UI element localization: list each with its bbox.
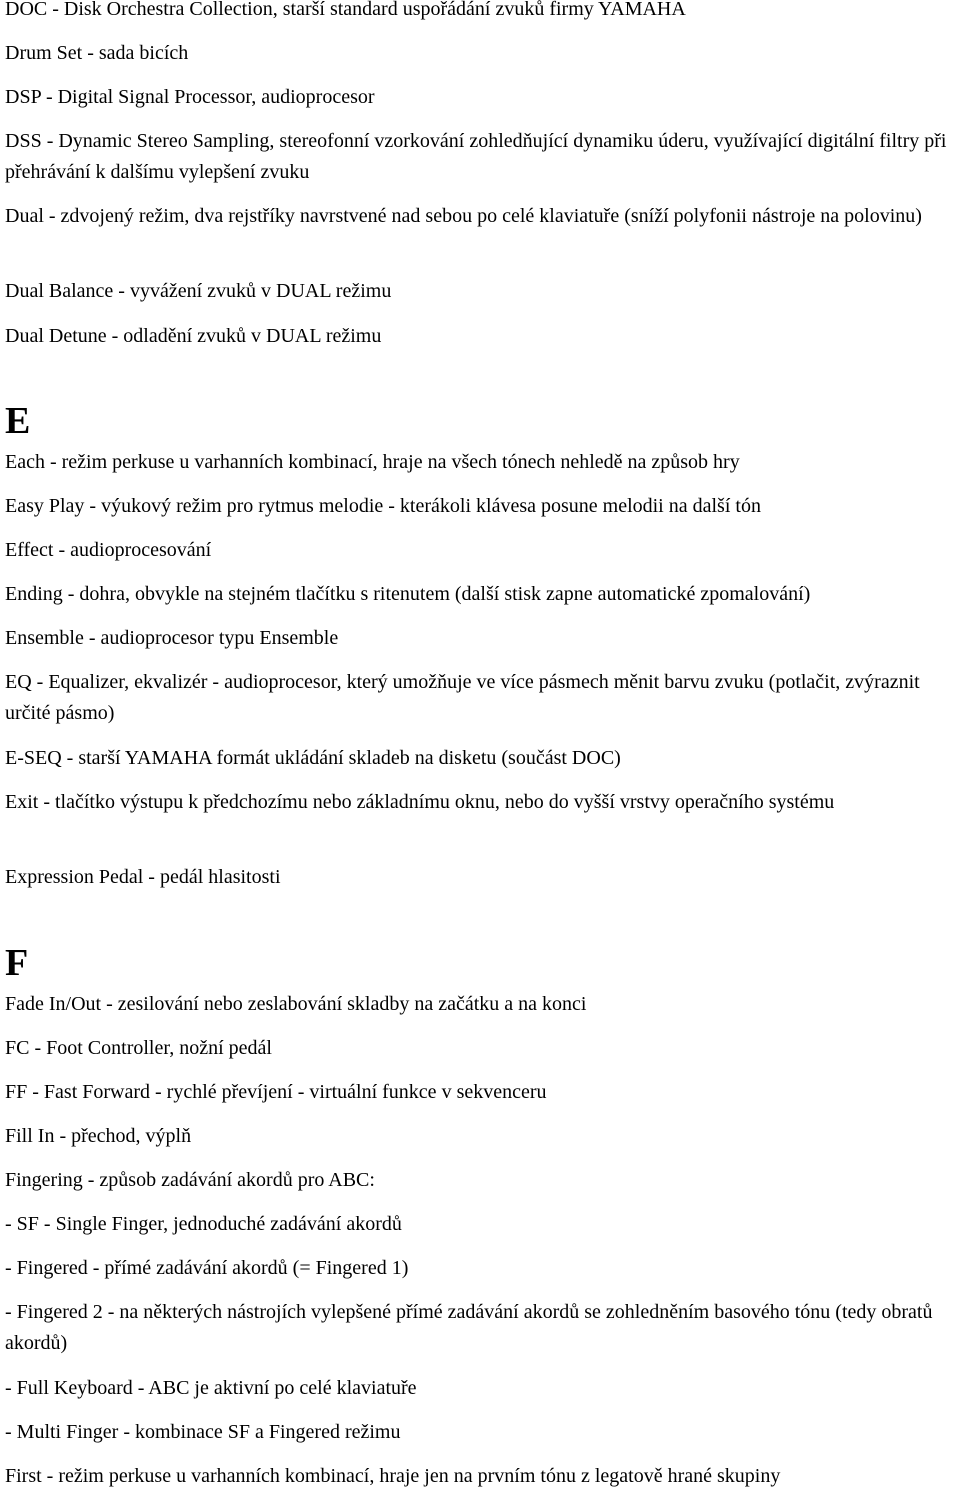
section-heading-e: E	[5, 400, 31, 442]
entry-e-seq: E-SEQ - starší YAMAHA formát ukládání skladeb na disketu (součást DOC)	[5, 747, 621, 769]
entry-drum-set: Drum Set - sada bicích	[5, 42, 189, 64]
entry-dual-balance: Dual Balance - vyvážení zvuků v DUAL režimu	[5, 280, 392, 302]
entry-single-finger: - SF - Single Finger, jednoduché zadávání akordů	[5, 1213, 402, 1235]
entry-ff: FF - Fast Forward - rychlé převíjení - virtuální funkce v sekvenceru	[5, 1081, 547, 1103]
entry-easy-play: Easy Play - výukový režim pro rytmus melodie - kterákoli klávesa posune melodii na další tón	[5, 495, 761, 517]
entry-multi-finger: - Multi Finger - kombinace SF a Fingered režimu	[5, 1421, 401, 1443]
entry-fc: FC - Foot Controller, nožní pedál	[5, 1037, 272, 1059]
entry-effect: Effect - audioprocesování	[5, 539, 212, 561]
section-heading-f: F	[5, 942, 29, 984]
entry-fingering: Fingering - způsob zadávání akordů pro ABC:	[5, 1169, 375, 1191]
entry-each: Each - režim perkuse u varhanních kombinací, hraje na všech tónech nehledě na způsob hry	[5, 451, 740, 473]
entry-doc: DOC - Disk Orchestra Collection, starší standard uspořádání zvuků firmy YAMAHA	[5, 0, 686, 20]
entry-fingered-2: - Fingered 2 - na některých nástrojích vylepšené přímé zadávání akordů se zohledněním basového tónu (tedy obratů akordů)	[5, 1301, 933, 1354]
entry-first: First - režim perkuse u varhanních kombinací, hraje jen na prvním tónu z legatově hrané skupiny	[5, 1465, 781, 1487]
entry-fill-in: Fill In - přechod, výplň	[5, 1125, 192, 1147]
entry-dss: DSS - Dynamic Stereo Sampling, stereofonní vzorkování zohledňující dynamiku úderu, využívající digitální filtry při přehrávání k dalšímu vylepšení zvuku	[5, 130, 947, 183]
entry-dual: Dual - zdvojený režim, dva rejstříky navrstvené nad sebou po celé klaviatuře (sníží polyfonii nástroje na polovinu)	[5, 205, 922, 227]
entry-eq: EQ - Equalizer, ekvalizér - audioprocesor, který umožňuje ve více pásmech měnit barvu zvuku (potlačit, zvýraznit určité pásmo)	[5, 671, 920, 724]
entry-fade-in-out: Fade In/Out - zesilování nebo zeslabování skladby na začátku a na konci	[5, 993, 587, 1015]
entry-expression-pedal: Expression Pedal - pedál hlasitosti	[5, 866, 281, 888]
entry-ensemble: Ensemble - audioprocesor typu Ensemble	[5, 627, 339, 649]
entry-dual-detune: Dual Detune - odladění zvuků v DUAL režimu	[5, 325, 382, 347]
entry-exit: Exit - tlačítko výstupu k předchozímu nebo základnímu oknu, nebo do vyšší vrstvy operačního systému	[5, 791, 835, 813]
entry-full-keyboard: - Full Keyboard - ABC je aktivní po celé klaviatuře	[5, 1377, 417, 1399]
entry-dsp: DSP - Digital Signal Processor, audioprocesor	[5, 86, 375, 108]
entry-ending: Ending - dohra, obvykle na stejném tlačítku s ritenutem (další stisk zapne automatické zpomalování)	[5, 583, 811, 605]
entry-fingered: - Fingered - přímé zadávání akordů (= Fingered 1)	[5, 1257, 409, 1279]
